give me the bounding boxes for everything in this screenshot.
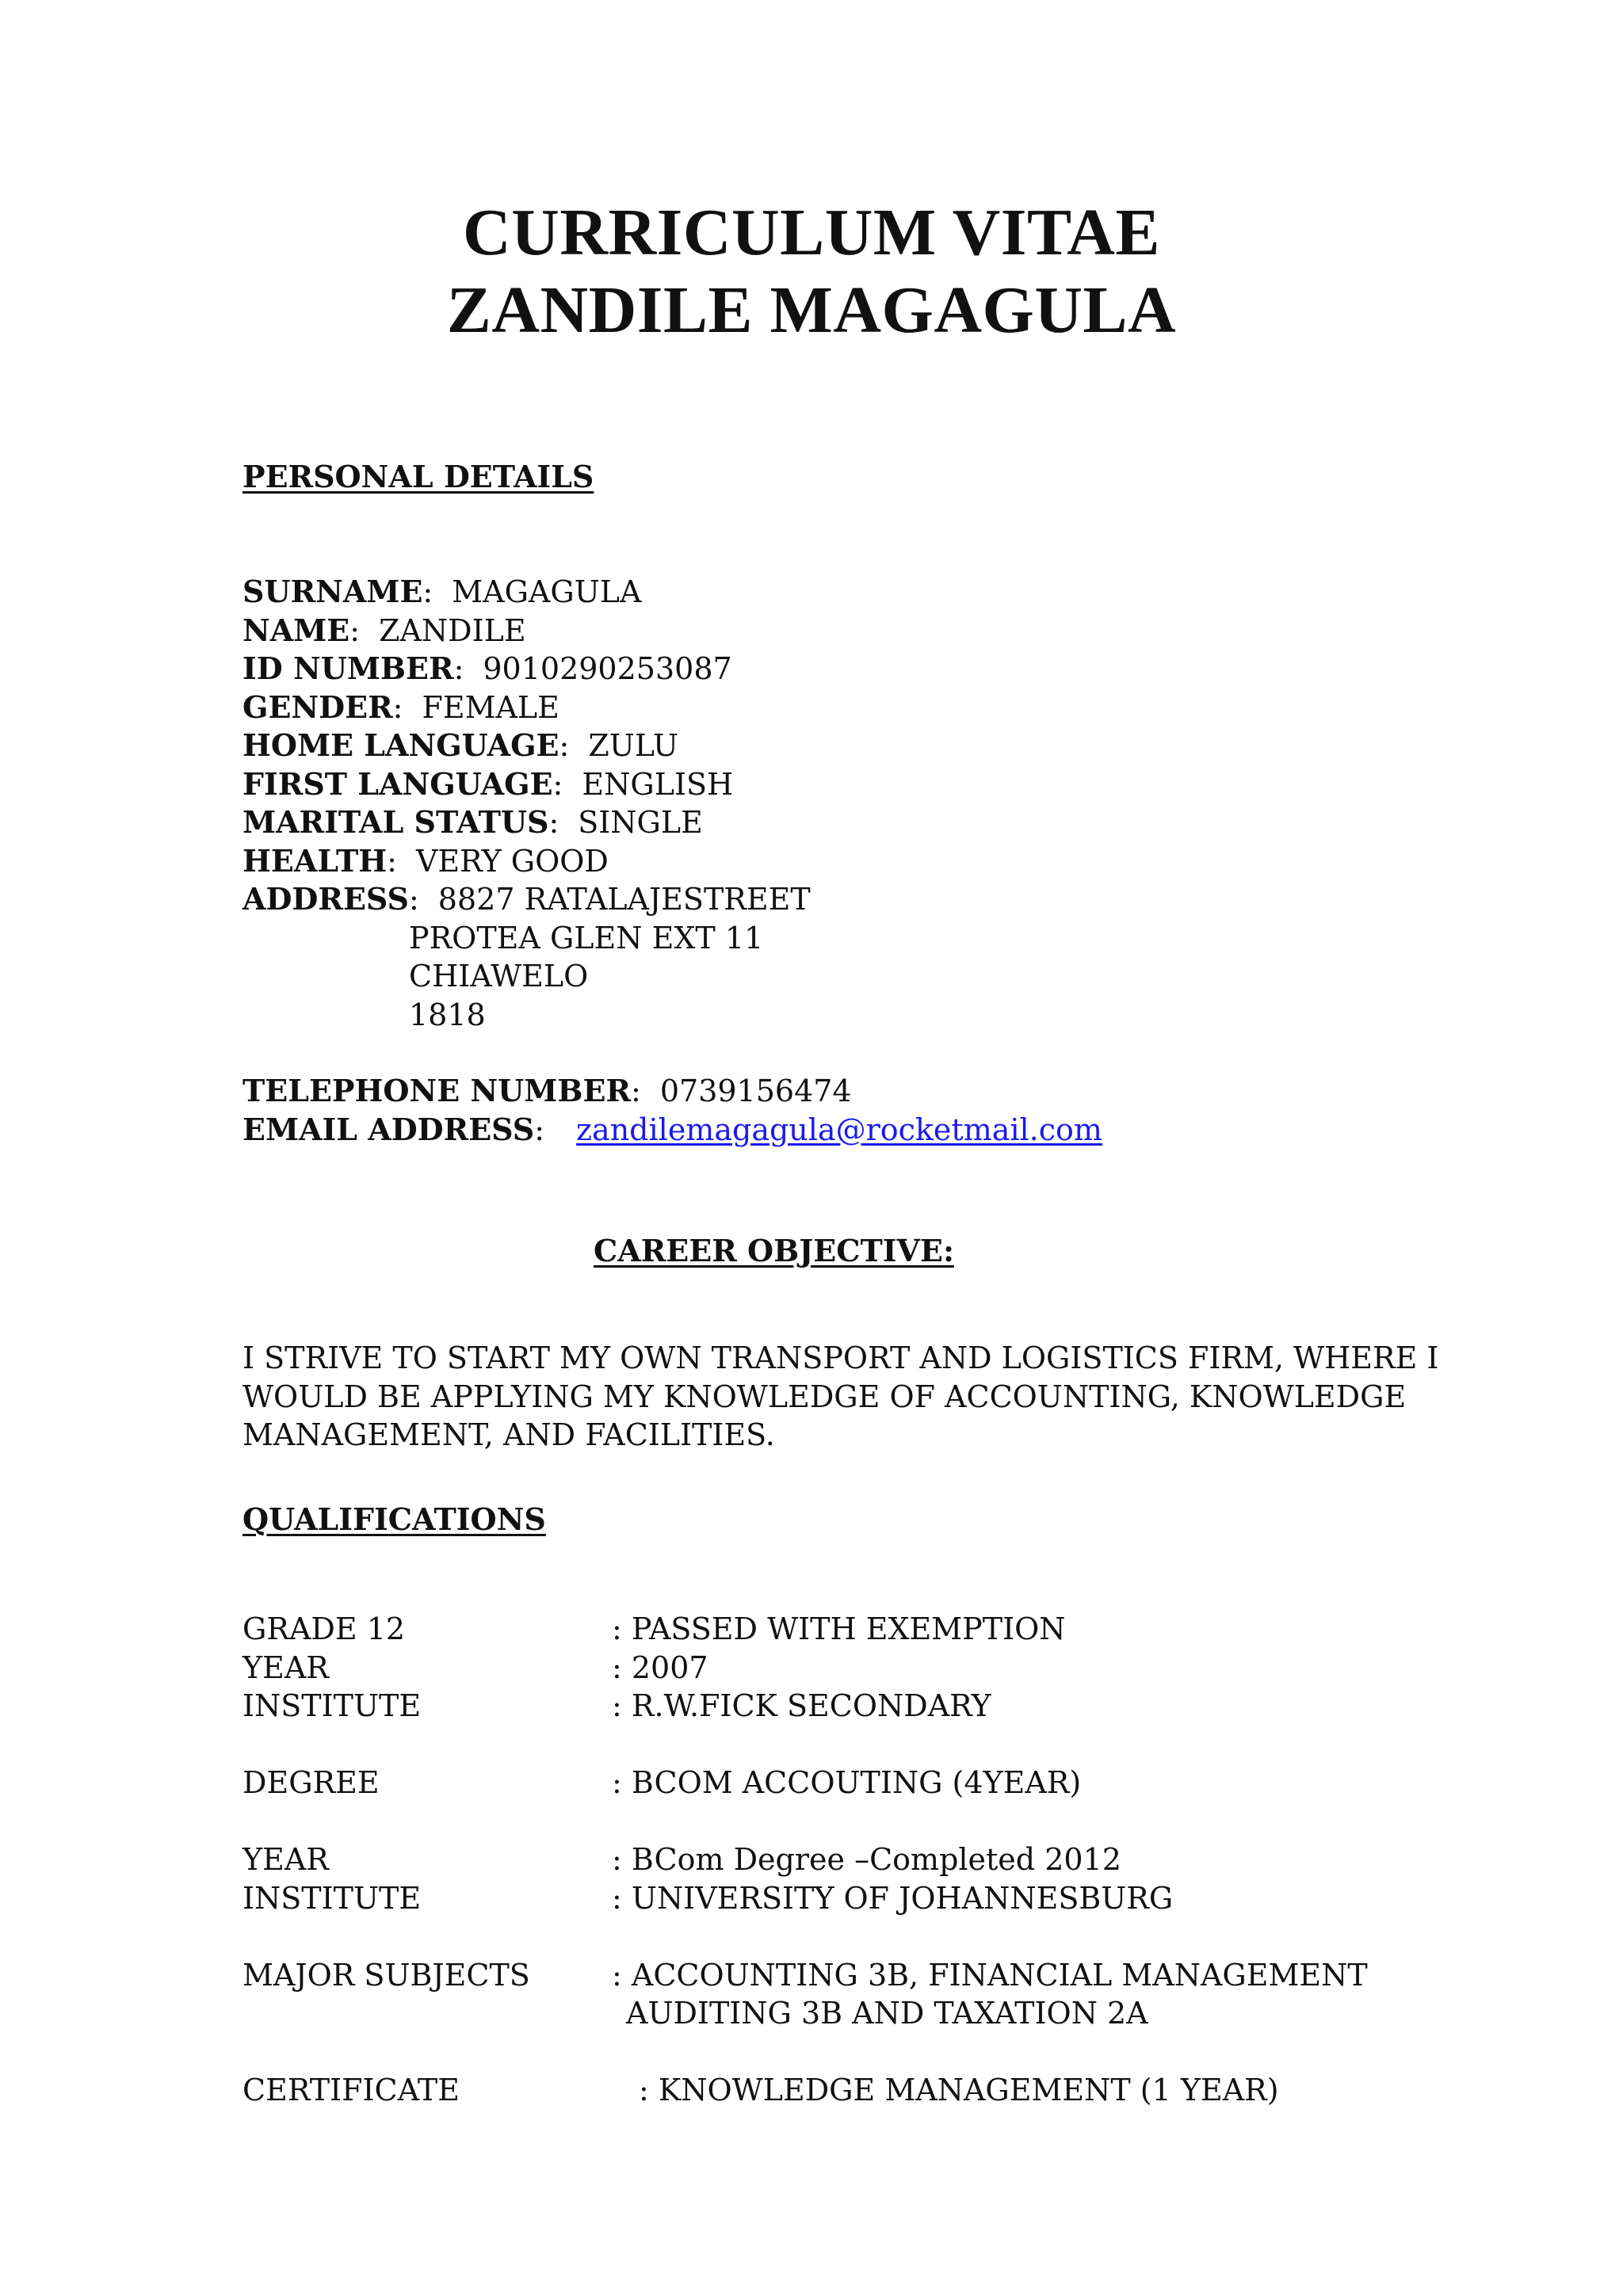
career-objective-heading: CAREER OBJECTIVE: <box>594 1233 954 1268</box>
detail-label: NAME <box>242 612 350 648</box>
detail-label: ID NUMBER <box>242 650 454 686</box>
qualification-value: : 2007 <box>612 1650 708 1685</box>
qualifications-heading: QUALIFICATIONS <box>242 1501 546 1537</box>
detail-value: FEMALE <box>422 689 559 725</box>
detail-health: HEALTH: VERY GOOD <box>242 842 609 879</box>
qualification-value: : PASSED WITH EXEMPTION <box>612 1611 1066 1646</box>
detail-label: HOME LANGUAGE <box>242 727 559 763</box>
detail-value: VERY GOOD <box>415 843 609 879</box>
spacer <box>242 1917 1431 1956</box>
detail-label: EMAIL ADDRESS <box>242 1111 535 1147</box>
qualification-label: GRADE 12 <box>242 1611 406 1646</box>
detail-value: SINGLE <box>578 805 703 840</box>
qualification-value-continued: AUDITING 3B AND TAXATION 2A <box>626 1996 1148 2031</box>
qualification-row <box>242 1840 1431 1879</box>
qualification-row <box>242 1687 1431 1726</box>
spacer <box>242 2033 1431 2072</box>
qualification-value: : BCOM ACCOUTING (4YEAR) <box>612 1765 1082 1800</box>
qualification-label: INSTITUTE <box>242 1880 422 1916</box>
document-title <box>0 194 1623 349</box>
detail-label: FIRST LANGUAGE <box>242 765 553 802</box>
qualification-row <box>242 1610 1431 1649</box>
detail-label: GENDER <box>242 688 393 725</box>
title-line-cv: CURRICULUM VITAE <box>463 196 1160 269</box>
address-line: CHIAWELO <box>409 959 589 994</box>
career-objective-text <box>242 1339 1439 1455</box>
qualifications-list <box>242 1610 1431 2110</box>
qualification-row <box>242 1994 1431 2033</box>
detail-value: 0739156474 <box>659 1074 852 1108</box>
detail-surname: SURNAME: MAGAGULA <box>242 574 642 609</box>
detail-gender: GENDER: FEMALE <box>242 688 559 725</box>
qualification-label: YEAR <box>242 1842 329 1877</box>
spacer <box>242 1726 1431 1764</box>
detail-first-language: FIRST LANGUAGE: ENGLISH <box>242 765 734 802</box>
qualification-value: : KNOWLEDGE MANAGEMENT (1 YEAR) <box>639 2073 1279 2107</box>
qualification-value: : BCom Degree –Completed 2012 <box>612 1842 1121 1877</box>
spacer <box>242 1802 1431 1841</box>
objective-line: WOULD BE APPLYING MY KNOWLEDGE OF ACCOUNTING, KNOWLEDGE <box>242 1379 1407 1414</box>
personal-details-list <box>242 573 1431 1149</box>
detail-value: ENGLISH <box>582 766 734 802</box>
address-line: PROTEA GLEN EXT 11 <box>409 920 764 955</box>
qualification-row <box>242 1649 1431 1688</box>
qualification-row <box>242 2071 1431 2110</box>
detail-value: MAGAGULA <box>452 574 642 609</box>
qualification-label: YEAR <box>242 1650 329 1685</box>
detail-id-number: ID NUMBER: 9010290253087 <box>242 650 732 686</box>
detail-value: 9010290253087 <box>483 651 732 686</box>
detail-label: TELEPHONE NUMBER <box>242 1073 632 1108</box>
qualification-label: MAJOR SUBJECTS <box>242 1957 530 1993</box>
detail-home-language: HOME LANGUAGE: ZULU <box>242 727 678 763</box>
detail-label: MARITAL STATUS <box>242 804 549 840</box>
detail-name: NAME: ZANDILE <box>242 612 526 648</box>
detail-label: ADDRESS <box>242 881 409 917</box>
qualification-row <box>242 1764 1431 1802</box>
objective-line: MANAGEMENT, AND FACILITIES. <box>242 1417 775 1452</box>
qualification-value: : UNIVERSITY OF JOHANNESBURG <box>612 1880 1174 1916</box>
detail-address: ADDRESS: 8827 RATALAJESTREET <box>242 881 811 917</box>
detail-label: HEALTH <box>242 842 388 879</box>
qualification-row <box>242 1956 1431 1995</box>
detail-label: SURNAME <box>242 574 423 609</box>
address-line: 8827 RATALAJESTREET <box>437 882 811 917</box>
qualification-label: DEGREE <box>242 1765 380 1800</box>
detail-marital-status: MARITAL STATUS: SINGLE <box>242 804 703 840</box>
email-link[interactable]: zandilemagagula@rocketmail.com <box>576 1112 1102 1147</box>
qualification-label: INSTITUTE <box>242 1688 422 1723</box>
title-line-name: ZANDILE MAGAGULA <box>446 273 1177 347</box>
qualification-row <box>242 1879 1431 1918</box>
qualification-value: : ACCOUNTING 3B, FINANCIAL MANAGEMENT <box>612 1957 1368 1993</box>
objective-line: I STRIVE TO START MY OWN TRANSPORT AND LOGISTICS FIRM, WHERE I <box>242 1341 1439 1375</box>
detail-value: ZANDILE <box>379 612 526 648</box>
detail-email: EMAIL ADDRESS: zandilemagagula@rocketmail.com <box>242 1111 1102 1147</box>
personal-details-heading: PERSONAL DETAILS <box>242 459 594 494</box>
address-line: 1818 <box>409 997 486 1032</box>
detail-value: ZULU <box>588 728 678 763</box>
detail-telephone: TELEPHONE NUMBER: 0739156474 <box>242 1073 852 1108</box>
qualification-value: : R.W.FICK SECONDARY <box>612 1688 991 1723</box>
spacer <box>242 1034 1431 1072</box>
qualification-label: CERTIFICATE <box>242 2073 460 2107</box>
